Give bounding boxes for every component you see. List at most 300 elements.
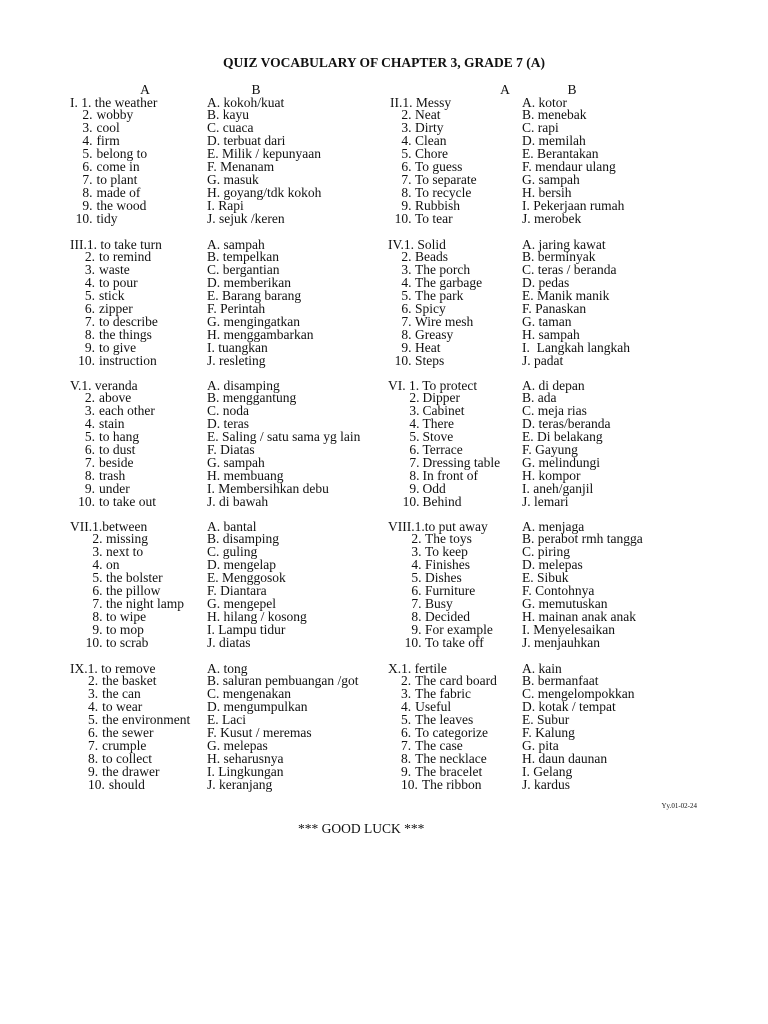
item-term: Stove: [422, 429, 454, 445]
answer-option: F. Diatas: [207, 442, 255, 458]
answer-option: I. Pekerjaan rumah: [522, 198, 625, 214]
answer-option: C. cuaca: [207, 120, 254, 136]
item-term: trash: [99, 468, 126, 484]
answer-option: D. teras: [207, 416, 249, 432]
answer-option: H. hilang / kosong: [207, 609, 307, 625]
item-term: on: [106, 557, 120, 573]
answer-option: C. meja rias: [522, 403, 587, 419]
item-number: 2.: [84, 390, 95, 406]
answer-option: D. pedas: [522, 275, 570, 291]
item-number: 9.: [409, 481, 420, 497]
answer-option: H. membuang: [207, 468, 284, 484]
item-number: 6.: [401, 725, 412, 741]
item-term: the drawer: [102, 764, 160, 780]
item-term: to take out: [99, 494, 156, 510]
vocab-item: [382, 212, 453, 225]
answer-option: E. Milik / kepunyaan: [207, 146, 321, 162]
item-number: 5.: [411, 570, 422, 586]
item-number: 5.: [84, 429, 95, 445]
answer-option: B. tempelkan: [207, 249, 279, 265]
item-term: to hang: [99, 429, 140, 445]
item-term: The porch: [415, 262, 471, 278]
vocab-item: [382, 354, 445, 367]
item-term: each other: [99, 403, 155, 419]
item-term: stick: [99, 288, 125, 304]
item-number: 6.: [92, 583, 103, 599]
item-number: 7.: [92, 596, 103, 612]
item-number: 5.: [82, 146, 93, 162]
answer-option: J. lemari: [522, 494, 569, 510]
answer-option: F. Panaskan: [522, 301, 587, 317]
answer-option: C. guling: [207, 544, 258, 560]
item-number: 10.: [401, 777, 418, 793]
answer-option: F. Diantara: [207, 583, 267, 599]
item-term: to pour: [99, 275, 138, 291]
item-term: The card board: [415, 673, 497, 689]
item-number: 4.: [401, 275, 412, 291]
answer-option: D. memilah: [522, 133, 586, 149]
answer-option: B. berminyak: [522, 249, 596, 265]
answer-option: G. sampah: [207, 455, 265, 471]
item-term: The ribbon: [421, 777, 482, 793]
item-number: 3.: [82, 120, 93, 136]
item-term: Decided: [425, 609, 470, 625]
answer-option: H. kompor: [522, 468, 581, 484]
item-term: To tear: [415, 211, 453, 227]
item-number: 2.: [409, 390, 420, 406]
item-term: Chore: [415, 146, 448, 162]
item-number: 9.: [82, 198, 93, 214]
item-number: 7.: [401, 738, 412, 754]
item-term: missing: [106, 531, 149, 547]
item-term: to give: [99, 340, 137, 356]
answer-option: E. Di belakang: [522, 429, 603, 445]
item-term: In front of: [422, 468, 478, 484]
item-number: 2.: [401, 249, 412, 265]
item-number: 9.: [411, 622, 422, 638]
vocab-item-lead: IV.1. Solid: [388, 236, 446, 252]
item-term: Dishes: [425, 570, 462, 586]
item-term: to mop: [106, 622, 144, 638]
answer-option: C. bergantian: [207, 262, 280, 278]
item-number: 5.: [88, 712, 99, 728]
answer-option: A. menjaga: [522, 518, 585, 534]
item-term: waste: [99, 262, 130, 278]
vocab-item-lead: VI. 1. To protect: [388, 377, 478, 393]
item-number: 6.: [409, 442, 420, 458]
answer-option: A. bantal: [207, 518, 257, 534]
answer-option: B. saluran pembuangan /got: [207, 673, 359, 689]
vocab-item-lead: X.1. fertile: [388, 660, 447, 676]
item-number: 2.: [84, 249, 95, 265]
item-number: 8.: [401, 185, 412, 201]
item-number: 3.: [84, 403, 95, 419]
item-number: 5.: [92, 570, 103, 586]
item-number: 6.: [411, 583, 422, 599]
answer-option: G. taman: [522, 314, 572, 330]
answer-option: J. padat: [522, 353, 564, 369]
item-number: 7.: [88, 738, 99, 754]
item-number: 8.: [84, 468, 95, 484]
column-header-left-b: B: [251, 81, 261, 97]
answer-option: A. kokoh/kuat: [207, 94, 285, 110]
answer-option: J. diatas: [207, 635, 251, 651]
item-term: to scrab: [106, 635, 149, 651]
item-number: 10.: [78, 353, 95, 369]
item-term: belong to: [96, 146, 148, 162]
answer-option: G. melindungi: [522, 455, 600, 471]
column-header-left-a: A: [140, 81, 150, 97]
item-term: tidy: [96, 211, 118, 227]
column-header-right-b: B: [567, 81, 577, 97]
item-term: the things: [99, 327, 152, 343]
vocab-item-lead: III.1. to take turn: [70, 236, 162, 252]
item-number: 2.: [88, 673, 99, 689]
item-term: to dust: [99, 442, 136, 458]
answer-option: E. Saling / satu sama yg lain: [207, 429, 361, 445]
vocab-item: [63, 212, 118, 225]
document-code: Yy.01-02-24: [661, 802, 697, 810]
item-number: 3.: [84, 262, 95, 278]
item-number: 3.: [401, 262, 412, 278]
answer-option: F. mendaur ulang: [522, 159, 616, 175]
item-number: 5.: [401, 288, 412, 304]
item-term: next to: [106, 544, 144, 560]
item-term: Rubbish: [415, 198, 461, 214]
item-number: 5.: [409, 429, 420, 445]
item-number: 4.: [82, 133, 93, 149]
item-term: Cabinet: [422, 403, 465, 419]
item-term: the wood: [96, 198, 147, 214]
item-term: wobby: [96, 107, 134, 123]
item-number: 8.: [411, 609, 422, 625]
answer-option: D. teras/beranda: [522, 416, 611, 432]
item-term: Finishes: [425, 557, 471, 573]
item-number: 7.: [82, 172, 93, 188]
item-term: should: [108, 777, 145, 793]
item-number: 9.: [401, 340, 412, 356]
answer-option: F. Perintah: [207, 301, 266, 317]
answer-option: E. Manik manik: [522, 288, 610, 304]
answer-option: H. goyang/tdk kokoh: [207, 185, 322, 201]
item-term: The fabric: [415, 686, 471, 702]
answer-option: B. kayu: [207, 107, 249, 123]
answer-option: H. seharusnya: [207, 751, 284, 767]
item-number: 9.: [84, 481, 95, 497]
item-term: To take off: [425, 635, 484, 651]
answer-option: J. kardus: [522, 777, 570, 793]
vocab-item: [65, 495, 156, 508]
item-number: 4.: [401, 699, 412, 715]
answer-option: I. tuangkan: [207, 340, 268, 356]
answer-option: J. menjauhkan: [522, 635, 600, 651]
item-term: To guess: [415, 159, 463, 175]
answer-option: G. sampah: [522, 172, 580, 188]
item-term: The park: [415, 288, 464, 304]
answer-option: B. bermanfaat: [522, 673, 599, 689]
item-term: the pillow: [106, 583, 161, 599]
item-term: to collect: [102, 751, 152, 767]
item-term: instruction: [99, 353, 157, 369]
answer-option: B. perabot rmh tangga: [522, 531, 643, 547]
item-term: Terrace: [422, 442, 463, 458]
answer-option: E. Subur: [522, 712, 570, 728]
item-number: 10.: [88, 777, 105, 793]
item-number: 2.: [82, 107, 93, 123]
item-term: Heat: [415, 340, 441, 356]
answer-option: J. resleting: [207, 353, 266, 369]
answer-option: J. di bawah: [207, 494, 269, 510]
item-term: firm: [96, 133, 120, 149]
item-term: come in: [96, 159, 140, 175]
item-number: 5.: [401, 146, 412, 162]
item-term: For example: [425, 622, 493, 638]
page-title: QUIZ VOCABULARY OF CHAPTER 3, GRADE 7 (A): [222, 55, 546, 70]
vocab-item: [65, 354, 157, 367]
answer-option: I. Rapi: [207, 198, 244, 214]
item-number: 8.: [84, 327, 95, 343]
item-term: Behind: [422, 494, 462, 510]
answer-option: F. Gayung: [522, 442, 578, 458]
answer-option: B. ada: [522, 390, 557, 406]
item-number: 6.: [82, 159, 93, 175]
item-number: 3.: [411, 544, 422, 560]
item-number: 10.: [394, 353, 412, 369]
item-number: 4.: [84, 275, 95, 291]
item-term: made of: [96, 185, 141, 201]
answer-option: A. kotor: [522, 94, 567, 110]
item-number: 6.: [84, 301, 95, 317]
answer-option: D. mengumpulkan: [207, 699, 308, 715]
answer-option: I. Langkah langkah: [522, 340, 630, 356]
item-term: beside: [99, 455, 134, 471]
item-term: The garbage: [415, 275, 483, 291]
item-term: the can: [102, 686, 141, 702]
vocab-item: [73, 636, 149, 649]
item-number: 8.: [88, 751, 99, 767]
item-term: The case: [415, 738, 463, 754]
item-number: 4.: [84, 416, 95, 432]
item-number: 8.: [92, 609, 103, 625]
vocab-item: [401, 778, 482, 791]
item-number: 10.: [78, 494, 95, 510]
item-number: 3.: [401, 686, 412, 702]
item-term: Dressing table: [422, 455, 501, 471]
answer-option: G. masuk: [207, 172, 259, 188]
closing-message: *** GOOD LUCK ***: [298, 821, 425, 836]
item-number: 4.: [88, 699, 99, 715]
item-term: Spicy: [415, 301, 446, 317]
item-term: Greasy: [415, 327, 454, 343]
item-term: to plant: [96, 172, 138, 188]
answer-option: G. mengepel: [207, 596, 276, 612]
answer-option: E. Laci: [207, 712, 246, 728]
item-number: 8.: [401, 327, 412, 343]
item-term: cool: [96, 120, 120, 136]
item-number: 2.: [411, 531, 422, 547]
answer-option: F. Kusut / meremas: [207, 725, 312, 741]
answer-option: B. disamping: [207, 531, 280, 547]
item-term: The leaves: [415, 712, 474, 728]
item-number: 6.: [88, 725, 99, 741]
item-number: 10.: [75, 211, 93, 227]
item-term: the night lamp: [106, 596, 184, 612]
answer-option: H. bersih: [522, 185, 572, 201]
answer-option: I. Lingkungan: [207, 764, 284, 780]
item-number: 3.: [409, 403, 420, 419]
item-term: Steps: [415, 353, 445, 369]
vocab-item: [88, 778, 145, 791]
item-number: 9.: [84, 340, 95, 356]
answer-option: A. di depan: [522, 377, 585, 393]
answer-option: H. daun daunan: [522, 751, 608, 767]
item-number: 7.: [84, 314, 95, 330]
item-number: 3.: [401, 120, 412, 136]
item-term: To recycle: [415, 185, 472, 201]
item-number: 4.: [411, 557, 422, 573]
item-number: 9.: [401, 764, 412, 780]
vocab-item-lead: VII.1.between: [70, 518, 148, 534]
item-term: Dirty: [415, 120, 444, 136]
item-term: zipper: [99, 301, 133, 317]
item-term: Dipper: [422, 390, 460, 406]
item-term: to wipe: [106, 609, 147, 625]
answer-option: D. terbuat dari: [207, 133, 286, 149]
vocab-item-lead: II.1. Messy: [390, 94, 452, 110]
item-term: Beads: [415, 249, 448, 265]
answer-option: E. Sibuk: [522, 570, 569, 586]
answer-option: C. mengenakan: [207, 686, 291, 702]
vocab-item-lead: I. 1. the weather: [70, 94, 158, 110]
answer-option: F. Kalung: [522, 725, 575, 741]
item-term: To separate: [415, 172, 477, 188]
item-term: The bracelet: [415, 764, 483, 780]
answer-option: E. Barang barang: [207, 288, 302, 304]
answer-option: C. teras / beranda: [522, 262, 617, 278]
item-term: the bolster: [106, 570, 163, 586]
item-term: Wire mesh: [415, 314, 474, 330]
answer-option: A. disamping: [207, 377, 280, 393]
answer-option: J. keranjang: [207, 777, 273, 793]
answer-option: I. aneh/ganjil: [522, 481, 594, 497]
item-term: Clean: [415, 133, 447, 149]
item-number: 5.: [401, 712, 412, 728]
item-number: 10.: [85, 635, 103, 651]
answer-option: D. melepas: [522, 557, 583, 573]
answer-option: J. sejuk /keren: [207, 211, 285, 227]
item-term: Odd: [422, 481, 446, 497]
item-term: Neat: [415, 107, 441, 123]
item-number: 9.: [88, 764, 99, 780]
item-term: The necklace: [415, 751, 487, 767]
item-number: 10.: [402, 494, 420, 510]
item-number: 10.: [394, 211, 412, 227]
answer-option: H. sampah: [522, 327, 580, 343]
answer-option: E. Menggosok: [207, 570, 286, 586]
answer-option: A. jaring kawat: [522, 236, 606, 252]
item-number: 6.: [401, 159, 412, 175]
item-number: 5.: [84, 288, 95, 304]
item-number: 4.: [409, 416, 420, 432]
answer-option: B. menebak: [522, 107, 587, 123]
item-number: 7.: [401, 314, 412, 330]
vocab-item: [390, 495, 462, 508]
item-number: 7.: [411, 596, 422, 612]
item-number: 7.: [409, 455, 420, 471]
item-term: To keep: [425, 544, 468, 560]
item-term: stain: [99, 416, 125, 432]
answer-option: C. piring: [522, 544, 571, 560]
answer-option: A. sampah: [207, 236, 265, 252]
item-number: 3.: [88, 686, 99, 702]
item-term: to wear: [102, 699, 143, 715]
item-number: 8.: [82, 185, 93, 201]
answer-option: D. mengelap: [207, 557, 276, 573]
answer-option: I. Lampu tidur: [207, 622, 286, 638]
item-number: 8.: [401, 751, 412, 767]
item-term: to describe: [99, 314, 158, 330]
answer-option: G. melepas: [207, 738, 268, 754]
answer-option: B. menggantung: [207, 390, 297, 406]
answer-option: H. menggambarkan: [207, 327, 314, 343]
item-number: 7.: [84, 455, 95, 471]
answer-option: G. mengingatkan: [207, 314, 300, 330]
answer-option: I. Membersihkan debu: [207, 481, 329, 497]
item-term: to remind: [99, 249, 152, 265]
item-term: Useful: [415, 699, 452, 715]
item-number: 7.: [401, 172, 412, 188]
item-number: 2.: [92, 531, 103, 547]
answer-option: A. tong: [207, 660, 248, 676]
item-term: To categorize: [415, 725, 489, 741]
answer-option: C. noda: [207, 403, 249, 419]
answer-option: G. pita: [522, 738, 559, 754]
item-term: under: [99, 481, 130, 497]
item-number: 6.: [84, 442, 95, 458]
vocab-item-lead: V.1. veranda: [70, 377, 138, 393]
item-term: the environment: [102, 712, 191, 728]
vocab-item-lead: VIII.1.to put away: [388, 518, 488, 534]
item-term: Furniture: [425, 583, 476, 599]
item-number: 8.: [409, 468, 420, 484]
vocab-item: [392, 636, 484, 649]
item-term: crumple: [102, 738, 147, 754]
item-number: 9.: [92, 622, 103, 638]
answer-option: J. merobek: [522, 211, 582, 227]
answer-option: C. rapi: [522, 120, 559, 136]
item-term: above: [99, 390, 132, 406]
answer-option: I. Menyelesaikan: [522, 622, 615, 638]
answer-option: E. Berantakan: [522, 146, 599, 162]
item-number: 2.: [401, 107, 412, 123]
item-term: Busy: [425, 596, 453, 612]
answer-option: D. kotak / tempat: [522, 699, 616, 715]
answer-option: D. memberikan: [207, 275, 291, 291]
answer-option: F. Contohnya: [522, 583, 595, 599]
item-number: 9.: [401, 198, 412, 214]
item-term: the sewer: [102, 725, 154, 741]
answer-option: I. Gelang: [522, 764, 573, 780]
item-term: the basket: [102, 673, 157, 689]
item-term: The toys: [425, 531, 472, 547]
answer-option: A. kain: [522, 660, 562, 676]
answer-option: H. mainan anak anak: [522, 609, 636, 625]
answer-option: C. mengelompokkan: [522, 686, 635, 702]
item-term: There: [422, 416, 454, 432]
item-number: 2.: [401, 673, 412, 689]
item-number: 10.: [404, 635, 422, 651]
item-number: 4.: [92, 557, 103, 573]
